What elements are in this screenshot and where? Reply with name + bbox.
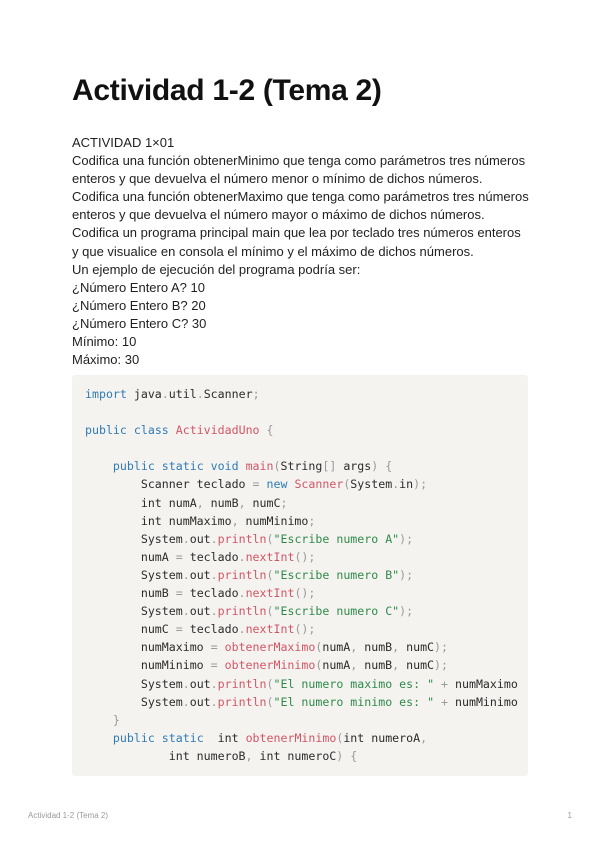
- code-token: .: [182, 694, 190, 709]
- code-token: println: [217, 604, 267, 619]
- code-line: [85, 403, 518, 421]
- code-token: void: [210, 459, 239, 474]
- code-token: "Escribe numero C": [273, 604, 400, 619]
- code-token: "El numero minimo es: ": [273, 694, 435, 709]
- description-line: y que visualice en consola el mínimo y el máximo de dichos números.: [72, 243, 474, 259]
- code-line: [85, 675, 518, 693]
- code-token: [260, 477, 267, 491]
- code-token: numMinimo: [85, 658, 211, 673]
- code-token: numB: [357, 658, 393, 673]
- example-output-line: ¿Número Entero B? 20: [72, 297, 206, 313]
- code-line: [85, 620, 518, 638]
- code-token: numMinimo: [448, 694, 518, 709]
- code-token: =: [175, 622, 183, 637]
- code-token: util: [168, 387, 197, 401]
- code-token: Scanner: [294, 477, 344, 492]
- example-output-line: ¿Número Entero C? 30: [72, 315, 207, 331]
- code-token: class: [133, 423, 169, 438]
- code-line: [85, 729, 518, 747]
- code-token: (: [266, 531, 274, 546]
- code-token: int numeroA: [343, 730, 421, 745]
- code-token: int numA: [85, 495, 197, 510]
- code-token: [85, 713, 113, 727]
- description-line: Codifica una función obtenerMaximo que tenga como parámetros tres números: [72, 189, 529, 205]
- code-line: [85, 711, 518, 729]
- code-token: println: [217, 531, 267, 546]
- code-token: .: [238, 549, 246, 564]
- code-token: obtenerMinimo: [224, 658, 316, 673]
- code-token: =: [210, 640, 218, 655]
- code-line: [85, 566, 518, 584]
- code-token: .: [161, 387, 169, 401]
- code-token: );: [413, 477, 428, 492]
- code-token: .: [392, 477, 400, 492]
- code-token: teclado: [182, 549, 239, 564]
- code-token: .: [196, 387, 204, 401]
- code-token: args: [336, 459, 372, 474]
- code-token: ,: [196, 495, 204, 510]
- code-block: [72, 375, 528, 776]
- code-token: );: [399, 604, 414, 619]
- code-line: [85, 421, 518, 439]
- code-token: =: [252, 477, 260, 492]
- code-token: import: [85, 387, 127, 401]
- code-token: [155, 459, 162, 473]
- code-token: System: [85, 694, 183, 709]
- example-output-line: ¿Número Entero A? 10: [72, 279, 205, 295]
- description-line: enteros y que devuelva el número mayor o máximo de dichos números.: [72, 207, 485, 223]
- code-line: [85, 457, 518, 475]
- code-token: []: [322, 459, 337, 474]
- code-token: numA: [322, 658, 351, 673]
- code-token: int numeroC: [252, 748, 337, 763]
- code-token: obtenerMaximo: [224, 640, 316, 655]
- code-token: .: [210, 604, 218, 619]
- code-token: ,: [392, 640, 400, 655]
- code-token: .: [182, 604, 190, 619]
- code-token: {: [350, 748, 358, 763]
- code-token: out: [189, 531, 211, 546]
- code-token: "Escribe numero B": [273, 567, 400, 582]
- code-token: [434, 695, 441, 709]
- page-footer: [28, 811, 572, 820]
- code-token: teclado: [182, 622, 239, 637]
- java-code: [85, 385, 518, 765]
- code-token: .: [182, 567, 190, 582]
- description-line: enteros y que devuelva el número menor o mínimo de dichos números.: [72, 171, 483, 187]
- code-token: );: [434, 640, 449, 655]
- code-token: numC: [399, 640, 435, 655]
- code-line: [85, 439, 518, 457]
- code-line: [85, 475, 518, 493]
- code-line: [85, 512, 518, 530]
- code-line: [85, 385, 518, 403]
- code-token: ,: [231, 513, 239, 528]
- code-token: System: [85, 531, 183, 546]
- code-token: +: [441, 676, 449, 691]
- code-token: numA: [85, 549, 176, 564]
- code-token: =: [175, 586, 183, 601]
- page-title: Actividad 1-2 (Tema 2): [72, 74, 382, 107]
- code-token: [127, 423, 134, 437]
- code-token: System: [85, 567, 183, 582]
- code-token: numMaximo: [448, 676, 518, 691]
- code-token: [155, 731, 162, 745]
- code-token: out: [189, 676, 211, 691]
- code-token: {: [385, 459, 393, 474]
- code-token: {: [266, 423, 274, 438]
- code-token: numB: [357, 640, 393, 655]
- code-token: (: [315, 640, 323, 655]
- code-token: ;: [252, 387, 260, 401]
- code-token: [204, 459, 211, 473]
- code-token: ): [336, 748, 344, 763]
- code-token: [218, 640, 225, 654]
- code-token: ,: [238, 495, 246, 510]
- code-token: int numeroB: [85, 748, 246, 763]
- code-token: =: [175, 549, 183, 564]
- code-token: );: [399, 531, 414, 546]
- code-token: new: [266, 477, 288, 492]
- code-token: "Escribe numero A": [273, 531, 400, 546]
- code-line: [85, 638, 518, 656]
- code-token: teclado: [182, 586, 239, 601]
- code-token: numC: [85, 622, 176, 637]
- footer-document-title: Actividad 1-2 (Tema 2): [28, 811, 109, 820]
- code-token: ): [371, 459, 379, 474]
- code-token: out: [189, 694, 211, 709]
- code-token: println: [217, 567, 267, 582]
- code-token: .: [182, 531, 190, 546]
- code-token: ;: [280, 495, 288, 510]
- activity-heading: ACTIVIDAD 1×01: [72, 135, 175, 150]
- code-token: int numMaximo: [85, 513, 232, 528]
- code-token: .: [238, 586, 246, 601]
- code-line: [85, 530, 518, 548]
- code-token: (: [266, 567, 274, 582]
- code-token: numMinimo: [238, 513, 309, 528]
- code-token: main: [245, 459, 274, 474]
- code-token: (: [336, 730, 344, 745]
- code-token: Scanner teclado: [85, 477, 253, 492]
- code-token: println: [217, 694, 267, 709]
- code-line: [85, 584, 518, 602]
- code-token: System: [85, 604, 183, 619]
- code-token: numB: [203, 495, 239, 510]
- code-line: [85, 656, 518, 674]
- code-token: nextInt: [245, 549, 295, 564]
- code-token: java: [126, 387, 162, 401]
- code-token: .: [210, 694, 218, 709]
- code-token: );: [434, 658, 449, 673]
- code-token: int: [203, 730, 246, 745]
- code-token: [218, 658, 225, 672]
- code-token: "El numero maximo es: ": [273, 676, 435, 691]
- code-token: public: [85, 423, 127, 438]
- code-line: [85, 494, 518, 512]
- activity-description: [72, 134, 532, 369]
- code-token: out: [189, 567, 211, 582]
- code-token: [169, 423, 176, 437]
- code-token: .: [210, 531, 218, 546]
- code-token: static: [161, 730, 204, 745]
- code-token: ();: [294, 586, 316, 601]
- code-token: nextInt: [245, 586, 295, 601]
- code-token: (: [266, 694, 274, 709]
- example-output-line: Máximo: 30: [72, 352, 140, 368]
- code-token: ;: [308, 513, 316, 528]
- code-token: nextInt: [245, 622, 295, 637]
- code-token: ,: [420, 730, 428, 745]
- code-token: ,: [350, 658, 358, 673]
- code-token: (: [266, 604, 274, 619]
- code-token: static: [161, 459, 204, 474]
- code-token: ();: [294, 622, 316, 637]
- code-line: [85, 693, 518, 711]
- code-token: }: [112, 712, 120, 727]
- code-token: numC: [245, 495, 281, 510]
- description-line: Codifica un programa principal main que lea por teclado tres números enteros: [72, 225, 521, 241]
- code-token: System: [85, 676, 183, 691]
- code-token: .: [182, 676, 190, 691]
- code-token: Scanner: [203, 387, 253, 401]
- code-token: public: [112, 730, 155, 745]
- code-token: ,: [350, 640, 358, 655]
- code-token: (: [343, 477, 351, 492]
- code-token: [434, 677, 441, 691]
- code-token: [239, 459, 246, 473]
- example-output-line: Mínimo: 10: [72, 334, 137, 350]
- code-token: String: [280, 459, 323, 474]
- page-number: 1: [567, 811, 572, 820]
- code-token: (: [315, 658, 323, 673]
- code-line: [85, 602, 518, 620]
- code-token: (: [266, 676, 274, 691]
- code-token: numA: [322, 640, 351, 655]
- description-line: Codifica una función obtenerMinimo que tenga como parámetros tres números: [72, 153, 526, 169]
- code-token: =: [210, 658, 218, 673]
- code-token: numB: [85, 586, 176, 601]
- code-token: .: [238, 622, 246, 637]
- code-token: );: [399, 567, 414, 582]
- code-token: ActividadUno: [175, 423, 260, 438]
- description-line: Un ejemplo de ejecución del programa podría ser:: [72, 261, 361, 277]
- code-token: [260, 423, 267, 437]
- code-token: println: [217, 676, 267, 691]
- code-token: [85, 459, 113, 473]
- code-token: ();: [294, 549, 316, 564]
- code-token: numC: [399, 658, 435, 673]
- code-token: public: [112, 459, 155, 474]
- code-token: in: [399, 477, 414, 492]
- code-line: [85, 747, 518, 765]
- code-token: obtenerMinimo: [245, 730, 337, 745]
- code-token: ,: [392, 658, 400, 673]
- code-token: .: [210, 676, 218, 691]
- code-line: [85, 548, 518, 566]
- code-token: (: [273, 459, 281, 474]
- code-token: [85, 731, 113, 745]
- code-token: numMaximo: [85, 640, 211, 655]
- code-token: +: [441, 694, 449, 709]
- code-token: System: [350, 477, 393, 492]
- code-token: out: [189, 604, 211, 619]
- code-token: .: [210, 567, 218, 582]
- code-token: ,: [245, 748, 253, 763]
